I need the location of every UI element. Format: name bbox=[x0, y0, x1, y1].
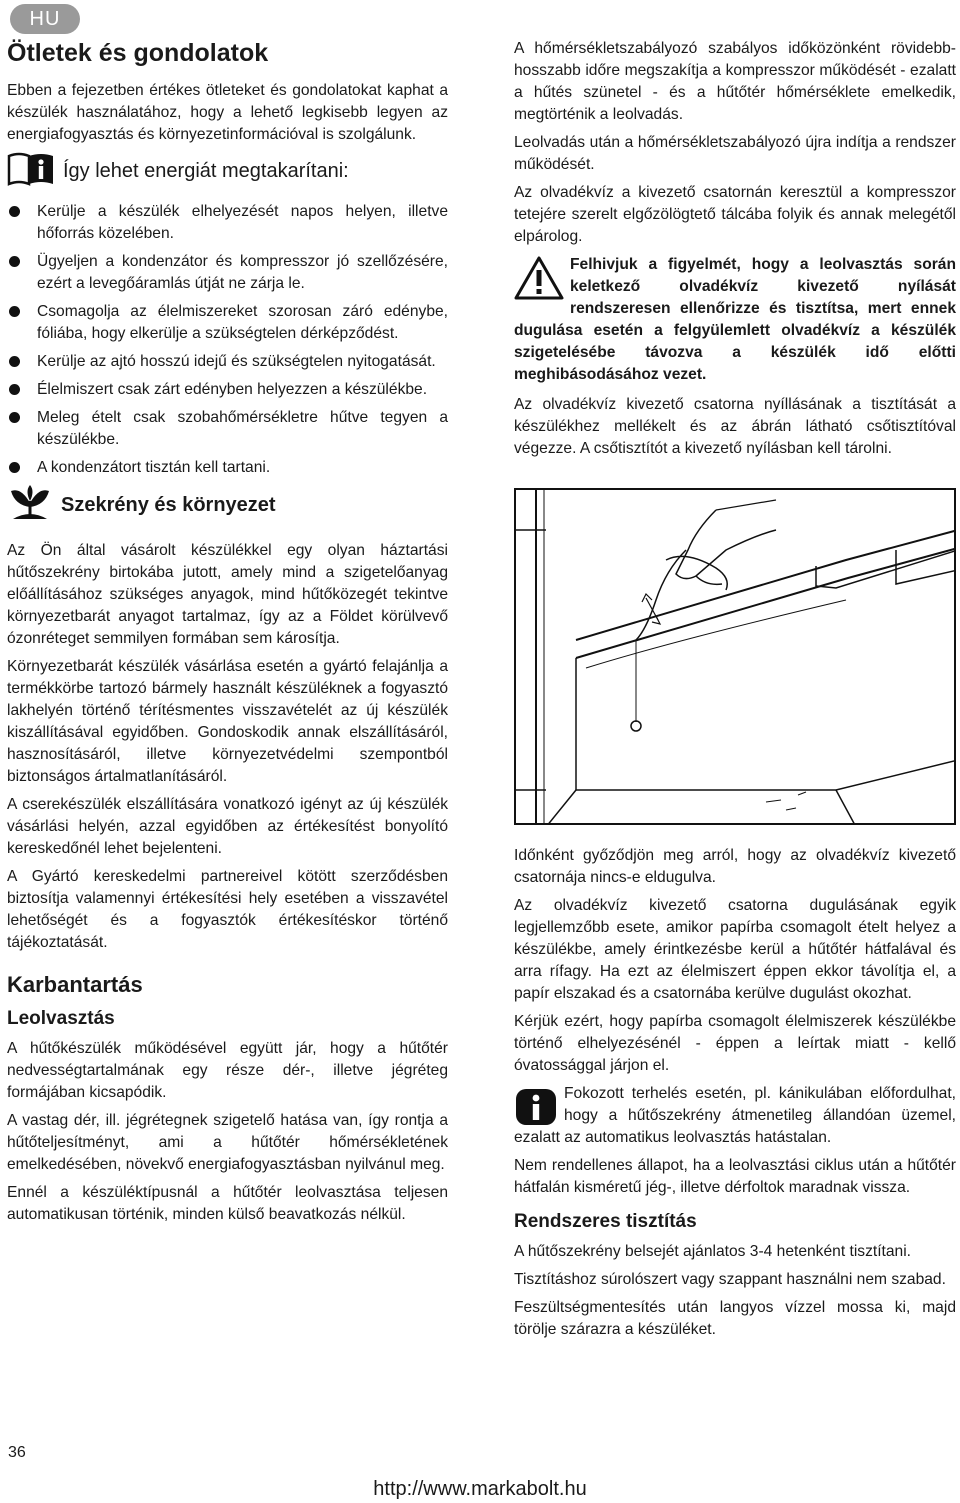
illustration-drawing bbox=[516, 490, 956, 825]
energy-heading bbox=[7, 152, 448, 191]
info-text: Fokozott terhelés esetén, pl. kánikulában előfordulhat, hogy a hűtőszekrény átmenetileg állandóan üzemel, ezalatt az automatikus leolvasztás hatástalan. bbox=[514, 1085, 956, 1146]
note-paragraph: Nem rendellenes állapot, ha a leolvasztási ciklus után a hűtőtér hátfalán kisméretű jég-, illetve dérfoltok maradnak vissza. bbox=[514, 1157, 956, 1196]
env-paragraph: Környezetbarát készülék vásárlása esetén a gyártó felajánlja a termékkörbe tartozó bármely használt készüléknek a fogyasztó lakhelyén történő térítésmentes visszavételét az új készülék kiszállításával egyidőben. Gondoskodik annak elszállításáról, hasznosításáról, illetve környezetvédelmi szempontból biztonságos ártalmatlanításáról. bbox=[7, 658, 448, 785]
environment-heading-text: Szekrény és környezet bbox=[61, 494, 276, 516]
list-item: Meleg ételt csak szobahőmérsékletre hűtve tegyen a készülékbe. bbox=[7, 407, 448, 451]
environment-heading bbox=[7, 485, 448, 526]
footer-url: http://www.markabolt.hu bbox=[373, 1478, 587, 1500]
energy-heading-text: Így lehet energiát megtakarítani: bbox=[63, 160, 349, 182]
cleaning-paragraph: A hűtőszekrény belsejét ajánlatos 3-4 hetenként tisztítani. bbox=[514, 1243, 912, 1260]
defrost-paragraph: A vastag dér, ill. jégrétegnek szigetelő hatása van, így rontja a hűtőteljesítményt, ami a hűtőtér hőmérsékletének emelkedésében, növekvő energiafogyasztásban nyilvánul meg. bbox=[7, 1112, 448, 1173]
defrost-paragraph: Ennél a készüléktípusnál a hűtőtér leolvasztása teljesen automatikusan történik, minden külső beavatkozás nélkül. bbox=[7, 1184, 448, 1223]
warning-note bbox=[514, 254, 956, 386]
plant-icon bbox=[7, 485, 53, 526]
drain-cleaning-illustration bbox=[514, 488, 956, 825]
defrost-paragraph: A hűtőkészülék működésével együtt jár, hogy a hűtőtér nedvességtartalmának egy része dér-, illetve jégréteg formájában kicsapódik. bbox=[7, 1040, 448, 1101]
list-item: Kerülje a készülék elhelyezését napos helyen, illetve hőforrás közelében. bbox=[7, 201, 448, 245]
list-item: A kondenzátort tisztán kell tartani. bbox=[7, 457, 448, 479]
right-column bbox=[514, 38, 956, 1347]
list-item: Ügyeljen a kondenzátor és kompresszor jó szellőzésére, ezért a levegőáramlás útját ne zárja le. bbox=[7, 251, 448, 295]
drain-paragraph: Az olvadékvíz kivezető csatorna nyíllásának a tisztítását a készülékhez mellékelt és az ábrán látható csőtisztítóval végezze. A csőtisztítót a kivezető nyílásban kell tárolni. bbox=[514, 396, 956, 457]
cleaning-paragraph: Feszültségmentesítés után langyos vízzel mossa ki, majd törölje szárazra a készüléket. bbox=[514, 1299, 956, 1338]
list-item: Élelmiszert csak zárt edényben helyezzen a készülékbe. bbox=[7, 379, 448, 401]
defrost-paragraph: A hőmérsékletszabályozó szabályos időközönként rövidebb-hosszabb időre megszakítja a kompresszor működését - ezalatt a hűtés szünetel - és a hűtőtér hőmérséklete emelkedik, megtörténik a leolvadás. bbox=[514, 40, 956, 123]
cleaning-title: Rendszeres tisztítás bbox=[514, 1211, 697, 1232]
energy-tips-list bbox=[7, 201, 448, 479]
drain-paragraph: Kérjük ezért, hogy papírba csomagolt élelmiszerek készülékbe történő elhelyezésénél - éppen a leírtak miatt - kellő óvatossággal járjon el. bbox=[514, 1013, 956, 1074]
drain-paragraph: Az olvadékvíz kivezető csatorna dugulásának egyik legjellemzőbb esete, amikor papírba csomagolt ételt helyez a készülékbe, amely érintkezésbe kerül a hűtőtér hátfalával és arra rífagy. Ha ezt az élelmiszert éppen ekkor távolítja el, a papír elszakad és a csatornába kerülve dugulást okozhat. bbox=[514, 897, 956, 1002]
list-item: Kerülje az ajtó hosszú idejű és szükségtelen nyitogatását. bbox=[7, 351, 448, 373]
info-icon bbox=[514, 1087, 558, 1127]
env-paragraph: Az Ön által vásárolt készülékkel egy olyan háztartási hűtőszekrény birtokába jutott, amely mind a szigetelőanyag előállításához szükséges anyagok, mind hűtőközegét tekintve környezetbarát anyagot tartalmaz, így az a Földet körülvevő ózonréteget semmilyen formában sem károsítja. bbox=[7, 542, 448, 647]
intro-paragraph: Ebben a fejezetben értékes ötleteket és gondolatokat kaphat a készülék használatához, hogy a lehető legkisebb legyen az energiafogyasztás és környezetinformációval is szolgálunk. bbox=[7, 82, 448, 143]
left-column bbox=[7, 38, 448, 1232]
env-paragraph: A Gyártó kereskedelmi partnereivel kötött szerződésben biztosítja valamennyi értékesítési hely esetében a visszavétel lehetőségét és a fogyasztók értékesítéskor történő tájékoztatását. bbox=[7, 868, 448, 951]
maintenance-title: Karbantartás bbox=[7, 972, 143, 997]
list-item: Csomagolja az élelmiszereket szorosan záró edénybe, fóliába, hogy elkerülje a szükségtelen dérképződést. bbox=[7, 301, 448, 345]
page-number: 36 bbox=[8, 1444, 26, 1461]
page-title: Ötletek és gondolatok bbox=[7, 39, 269, 67]
defrost-title: Leolvasztás bbox=[7, 1008, 115, 1029]
env-paragraph: A cserekészülék elszállítására vonatkozó igényt az új készülék vásárlási helyén, azzal egyidőben az értékesítést bonyolító kereskedőnél lehet bejelenteni. bbox=[7, 796, 448, 857]
warning-text: Felhivjuk a figyelmét, hogy a leolvasztás során keletkező olvadékvíz kivezető nyílását rendszeresen ellenőrizze és tisztítsa, mert ennek dugulása esetén a felgyülemlett olvadékvíz a készülék szigetelésébe távozva a készülék idő előtti meghibásodásához vezet. bbox=[514, 256, 956, 383]
drain-paragraph: Időnként győződjön meg arról, hogy az olvadékvíz kivezető csatornája nincs-e eldugulva. bbox=[514, 847, 956, 886]
defrost-paragraph: Leolvadás után a hőmérsékletszabályozó újra indítja a rendszer működését. bbox=[514, 134, 956, 173]
manual-info-icon bbox=[7, 152, 55, 191]
language-badge: HU bbox=[10, 4, 80, 34]
warning-triangle-icon bbox=[514, 256, 564, 300]
defrost-paragraph: Az olvadékvíz a kivezető csatornán keresztül a kompresszor tetejére szerelt elgőzölögtető tálcába folyik és annak melegétől elpárolog. bbox=[514, 184, 956, 245]
cleaning-paragraph: Tisztításhoz súrolószert vagy szappant használni nem szabad. bbox=[514, 1271, 946, 1288]
info-note bbox=[514, 1083, 956, 1149]
